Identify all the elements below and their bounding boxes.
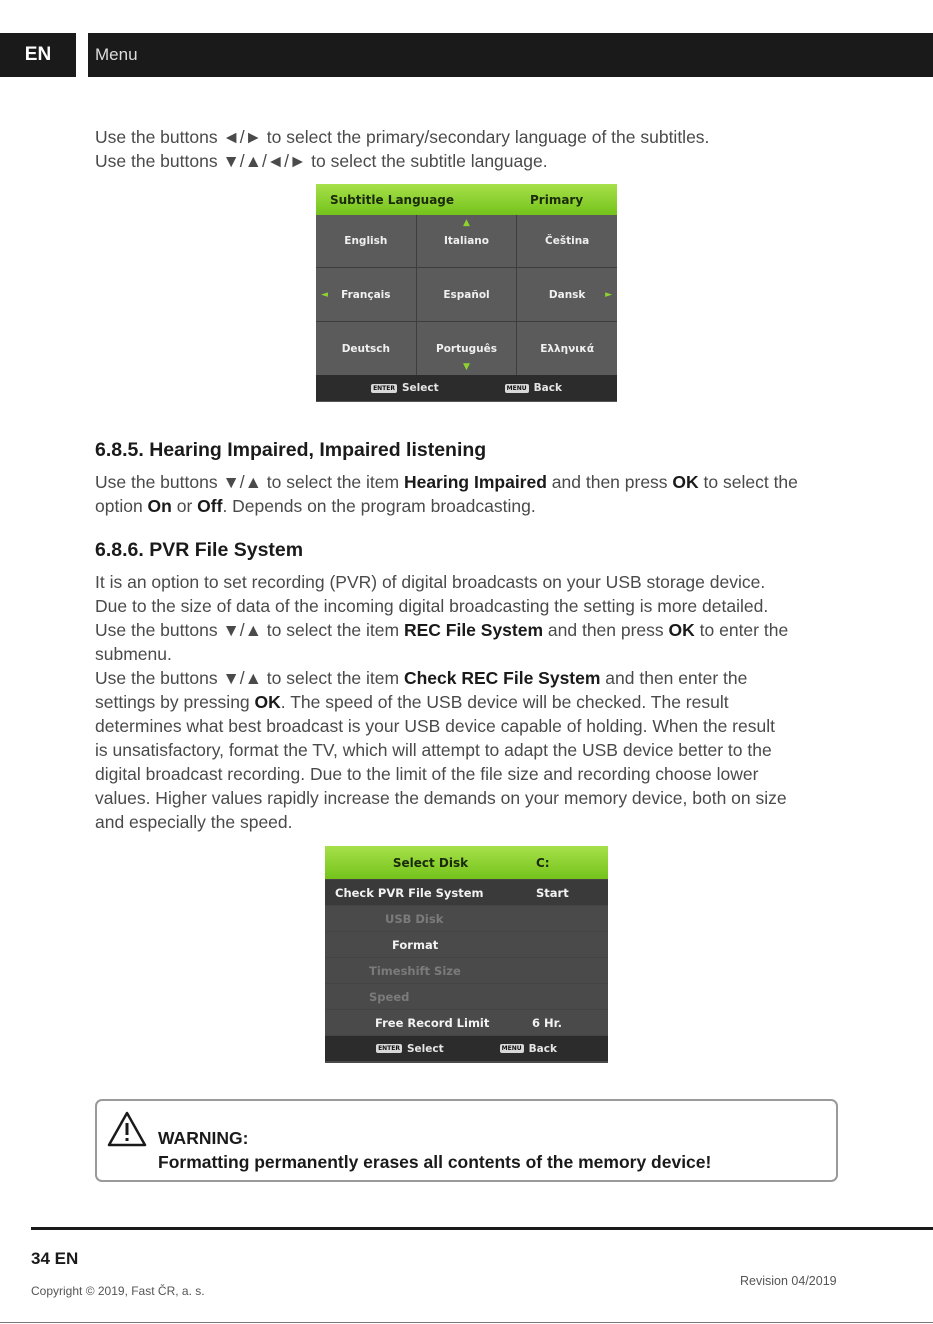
- page-number: 34 EN: [31, 1249, 79, 1268]
- menu-row-usb-disk: USB Disk: [325, 905, 608, 931]
- lang-option[interactable]: [417, 268, 517, 321]
- lang-option[interactable]: [316, 322, 416, 375]
- lang-option[interactable]: [517, 215, 617, 267]
- enter-key-icon: ENTER: [373, 384, 395, 392]
- up-arrow-icon: ▲: [463, 218, 470, 228]
- lang-label: Ελληνικά: [540, 342, 595, 355]
- menu-row-free-record-limit[interactable]: Free Record Limit 6 Hr.: [325, 1009, 608, 1035]
- menu-row-timeshift-size: Timeshift Size: [325, 957, 608, 983]
- right-arrow-icon: ►: [605, 289, 612, 300]
- menu-title: Select Disk: [392, 855, 469, 870]
- subtitle-language-menu: [316, 184, 617, 402]
- menu-row-format[interactable]: Format: [325, 931, 608, 957]
- intro-line-2: Use the buttons ▼/▲/◄/► to select the subtitle language.: [95, 151, 548, 171]
- lang-option[interactable]: [316, 215, 416, 267]
- footer-divider: [31, 1227, 933, 1230]
- lang-option[interactable]: [517, 268, 617, 321]
- section-685-text: Use the buttons ▼/▲ to select the item Hearing Impaired and then press OK to select the option On or Off. Depends on the program broadcasting.: [95, 472, 798, 516]
- warning-text: Formatting permanently erases all contents of the memory device!: [158, 1152, 712, 1172]
- warning-box: [95, 1099, 838, 1182]
- menu-mode: Primary: [530, 192, 584, 207]
- menu-row-check-pvr[interactable]: Check PVR File System Start: [325, 879, 608, 905]
- drive-letter: C:: [536, 855, 550, 870]
- warning-title: WARNING:: [158, 1128, 249, 1148]
- lang-label: Dansk: [548, 288, 586, 301]
- intro-text: [95, 125, 840, 173]
- footer-select: ENTER Select: [373, 382, 439, 394]
- section-heading-686: 6.8.6. PVR File System: [95, 539, 304, 561]
- footer-back: MENU Back: [506, 382, 562, 394]
- menu-footer: [325, 1035, 608, 1061]
- section-686-text: It is an option to set recording (PVR) of digital broadcasts on your USB storage device. Due to the size of data of the incoming digital broadcasting the setting is more detailed. Use the buttons ▼/▲ to select the item REC File System and then press OK to enter the submenu. Use the buttons ▼/▲ to select the item Check REC File System and then enter the settings by pressing OK. The speed of the USB device will be checked. The result determines what best broadcast is your USB device capable of holding. When the result is unsatisfactory, format the TV, which will attempt to adapt the USB device better to the digital broadcast recording. Due to the limit of the file size and recording choose lower values. Higher values rapidly increase the demands on your memory device, both on size and especially the speed.: [95, 572, 789, 832]
- section-heading-685: 6.8.5. Hearing Impaired, Impaired listening: [95, 439, 487, 461]
- section-header: [88, 33, 933, 77]
- down-arrow-icon: ▼: [463, 362, 470, 372]
- section-title: Menu: [95, 45, 138, 64]
- select-disk-menu: [325, 846, 608, 1063]
- lang-label: Français: [341, 288, 391, 301]
- language-grid: [316, 215, 617, 375]
- lang-label: Español: [443, 288, 490, 301]
- left-arrow-icon: ◄: [321, 289, 328, 300]
- menu-header: [316, 184, 617, 215]
- enter-key-icon: ENTER: [378, 1045, 400, 1052]
- warning-icon: [107, 1111, 147, 1147]
- menu-title: Subtitle Language: [330, 192, 455, 207]
- language-tab: EN: [0, 33, 76, 77]
- lang-label: Português: [436, 342, 497, 355]
- lang-option[interactable]: [417, 322, 517, 375]
- intro-line-1: Use the buttons ◄/► to select the primary/secondary language of the subtitles.: [95, 127, 710, 147]
- copyright: Copyright © 2019, Fast ČR, a. s.: [31, 1284, 205, 1298]
- lang-option[interactable]: [517, 322, 617, 375]
- footer-select: ENTER Select: [378, 1042, 444, 1055]
- lang-label: English: [344, 235, 388, 247]
- lang-label: Čeština: [545, 235, 590, 247]
- lang-option[interactable]: [316, 268, 416, 321]
- revision: Revision 04/2019: [740, 1274, 837, 1288]
- lang-label: Italiano: [444, 235, 489, 247]
- menu-footer: [316, 375, 617, 401]
- menu-header: [325, 846, 608, 879]
- lang-label: Deutsch: [341, 342, 390, 355]
- lang-option[interactable]: [417, 215, 517, 267]
- footer-back: MENU Back: [501, 1042, 557, 1055]
- bottom-border: [0, 1322, 933, 1323]
- menu-key-icon: MENU: [501, 1045, 522, 1052]
- menu-key-icon: MENU: [506, 384, 527, 392]
- menu-row-speed: Speed: [325, 983, 608, 1009]
